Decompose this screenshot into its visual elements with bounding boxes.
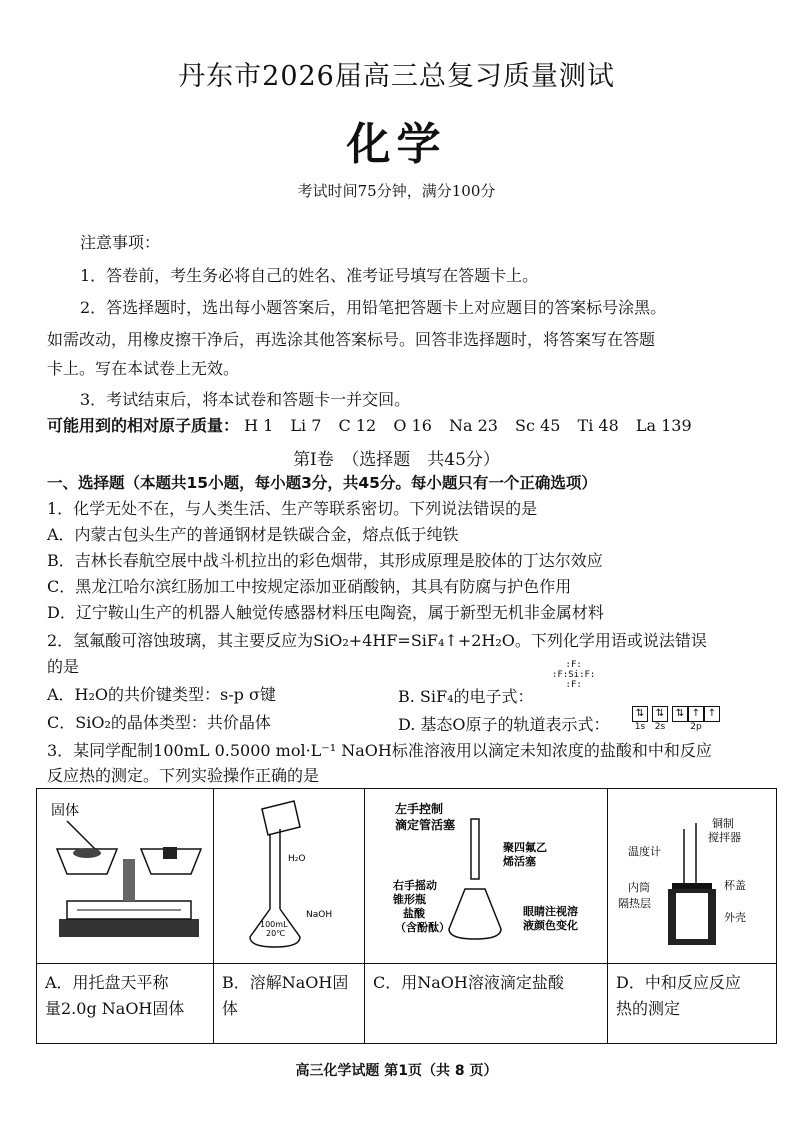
option-text: D．中和反应反应 bbox=[616, 973, 741, 992]
atomic-mass: O 16 bbox=[393, 416, 432, 435]
temperature-label: 20℃ bbox=[266, 929, 286, 938]
water-label: H₂O bbox=[288, 854, 306, 864]
q2-option-c: C．SiO₂的晶体类型：共价晶体 bbox=[47, 713, 271, 732]
calorimeter-label: 外壳 bbox=[724, 911, 746, 924]
titration-label: 聚四氟乙 bbox=[503, 841, 547, 854]
atomic-mass: Ti 48 bbox=[577, 416, 619, 435]
option-text: 体 bbox=[222, 999, 239, 1018]
note-item-3: 3．考试结束后，将本试卷和答题卡一并交回。 bbox=[80, 390, 411, 409]
calorimeter-illustration bbox=[608, 789, 776, 959]
option-text: B．溶解NaOH固 bbox=[222, 973, 349, 992]
electron-dot-row: :F: bbox=[565, 660, 582, 670]
volume-label: 100mL bbox=[260, 920, 288, 929]
q2-option-d: D. 基态O原子的轨道表示式： bbox=[398, 715, 610, 734]
q2-option-a: A．H₂O的共价键类型：s-p σ键 bbox=[47, 685, 276, 704]
calorimeter-label: 杯盖 bbox=[724, 879, 746, 892]
figure-label: 固体 bbox=[51, 803, 79, 819]
note-item-2-cont: 如需改动，用橡皮擦干净后，再选涂其他答案标号。回答非选择题时，将答案写在答题 bbox=[47, 330, 656, 349]
titration-label: 烯活塞 bbox=[503, 855, 536, 868]
titration-label: 眼睛注视溶 bbox=[523, 905, 578, 918]
orbital-label: 2s bbox=[654, 722, 666, 732]
titration-label: 滴定管活塞 bbox=[395, 818, 456, 832]
atomic-mass: Na 23 bbox=[448, 416, 498, 435]
titration-label: 锥形瓶 bbox=[393, 893, 426, 906]
q1-option-a: A．内蒙古包头生产的普通钢材是铁碳合金，熔点低于纯铁 bbox=[47, 525, 459, 544]
q2-stem-cont: 的是 bbox=[47, 657, 80, 676]
note-item-2: 2．答选择题时，选出每小题答案后，用铅笔把答题卡上对应题目的答案标号涂黑。 bbox=[80, 298, 667, 317]
titration-label: （含酚酞） bbox=[395, 921, 450, 934]
q1-option-b: B．吉林长春航空展中战斗机拉出的彩色烟带，其形成原理是胶体的丁达尔效应 bbox=[47, 551, 603, 570]
figure-dissolve bbox=[214, 789, 365, 964]
naoh-label: NaOH bbox=[306, 910, 333, 920]
q1-stem: 1．化学无处不在，与人类生活、生产等联系密切。下列说法错误的是 bbox=[47, 499, 538, 518]
flask-illustration bbox=[214, 789, 364, 959]
option-text: C．用NaOH溶液滴定盐酸 bbox=[373, 973, 564, 992]
titration-label: 左手控制 bbox=[395, 802, 444, 816]
calorimeter-label: 内筒 bbox=[628, 881, 650, 894]
calorimeter-label: 搅拌器 bbox=[708, 831, 741, 844]
experiment-table bbox=[36, 788, 777, 1044]
atomic-mass: C 12 bbox=[338, 416, 377, 435]
calorimeter-label: 隔热层 bbox=[618, 897, 651, 910]
option-b-cell bbox=[214, 964, 365, 1044]
titration-label: 盐酸 bbox=[403, 907, 425, 920]
titration-label: 右手摇动 bbox=[393, 879, 437, 892]
calorimeter-label: 温度计 bbox=[628, 845, 661, 858]
calorimeter-label: 铜制 bbox=[712, 817, 734, 830]
electron-dot-row: :F: bbox=[565, 680, 582, 690]
section-title: 一、选择题（本题共15小题，每小题3分，共45分。每小题只有一个正确选项） bbox=[47, 474, 597, 492]
q3-stem: 3．某同学配制100mL 0.5000 mol·L⁻¹ NaOH标准溶液用以滴定未知浓度的盐酸和中和反应 bbox=[47, 741, 712, 760]
notes-heading: 注意事项： bbox=[80, 233, 161, 252]
titration-label: 液颜色变化 bbox=[523, 919, 578, 932]
note-item-1: 1．答卷前，考生务必将自己的姓名、准考证号填写在答题卡上。 bbox=[80, 266, 539, 285]
electron-dot-row: :F:Si:F: bbox=[552, 670, 596, 680]
q2-stem: 2．氢氟酸可溶蚀玻璃，其主要反应为SiO₂+4HF=SiF₄↑+2H₂O。下列化学用语或说法错误 bbox=[47, 631, 707, 650]
option-a-cell bbox=[37, 964, 214, 1044]
exam-title: 丹东市2026届高三总复习质量测试 bbox=[178, 61, 615, 92]
balance-illustration bbox=[37, 789, 213, 959]
q2-option-b: B. SiF₄的电子式： bbox=[398, 687, 534, 706]
atomic-mass: La 139 bbox=[635, 416, 692, 435]
orbital-label: 2p bbox=[690, 722, 702, 732]
q1-option-c: C．黑龙江哈尔滨红肠加工中按规定添加亚硝酸钠，其具有防腐与护色作用 bbox=[47, 577, 572, 596]
note-item-2-cont2: 卡上。写在本试卷上无效。 bbox=[47, 359, 240, 378]
part-title: 第Ⅰ卷 （选择题 共45分） bbox=[293, 450, 500, 470]
orbital-diagram: ⇅ 1s ⇅ 2s ⇅ ↑ ↑ 2p bbox=[632, 706, 720, 732]
q1-option-d: D．辽宁鞍山生产的机器人触觉传感器材料压电陶瓷，属于新型无机非金属材料 bbox=[47, 603, 604, 622]
option-text: 量2.0g NaOH固体 bbox=[45, 999, 185, 1018]
figure-balance bbox=[37, 789, 214, 964]
atomic-mass: Sc 45 bbox=[515, 416, 561, 435]
atomic-masses-label: 可能用到的相对原子质量： bbox=[47, 416, 240, 435]
option-c-cell bbox=[365, 964, 608, 1044]
atomic-masses bbox=[47, 415, 767, 437]
option-text: 热的测定 bbox=[616, 999, 681, 1018]
figure-calorimeter bbox=[608, 789, 777, 964]
atomic-mass: Li 7 bbox=[290, 416, 322, 435]
q3-stem-cont: 反应热的测定。下列实验操作正确的是 bbox=[47, 766, 320, 785]
titration-illustration bbox=[365, 789, 607, 959]
sif4-electron-dot bbox=[552, 660, 595, 690]
orbital-label: 1s bbox=[634, 722, 646, 732]
option-d-cell bbox=[608, 964, 777, 1044]
page-footer: 高三化学试题 第1页（共 8 页） bbox=[295, 1063, 498, 1079]
subject-title: 化学 bbox=[346, 119, 447, 170]
exam-info: 考试时间75分钟，满分100分 bbox=[297, 182, 496, 200]
option-text: A．用托盘天平称 bbox=[45, 973, 169, 992]
atomic-mass: H 1 bbox=[244, 416, 274, 435]
figure-titration bbox=[365, 789, 608, 964]
